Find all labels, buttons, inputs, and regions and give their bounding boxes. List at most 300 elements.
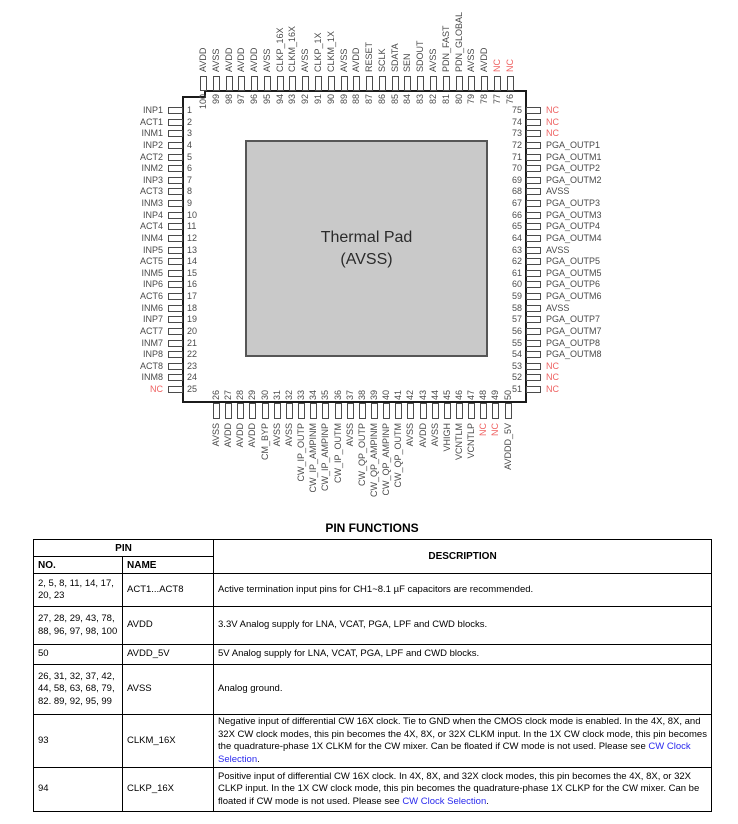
pin-label: NC [546, 128, 559, 139]
pin-label: INP8 [142, 349, 163, 360]
pin-number: 50 [502, 389, 513, 400]
pin-number: 31 [271, 389, 282, 400]
pin-box [168, 165, 183, 172]
pin-label: ACT5 [139, 256, 163, 267]
pin-number: 3 [187, 128, 193, 139]
pin-box [444, 403, 451, 419]
pin-box [526, 270, 541, 277]
pin-box [383, 403, 390, 419]
pin-box [526, 130, 541, 137]
pin-label: INM5 [141, 267, 163, 278]
pin-label: PGA_OUTP4 [546, 221, 601, 232]
pin-number: 53 [511, 360, 522, 371]
pin-label: PGA_OUTM5 [546, 267, 602, 278]
pin-box [526, 316, 541, 323]
pin-label: AVDD [223, 423, 234, 448]
pin-number: 69 [511, 174, 522, 185]
pin-number: 75 [511, 105, 522, 115]
pin-label: AVSS [211, 423, 221, 447]
pin-number: 74 [511, 116, 522, 127]
pin-box [168, 107, 183, 114]
pin-box [213, 76, 220, 91]
pin-label: AVSS [271, 423, 282, 447]
pin-box [526, 154, 541, 161]
pin-number: 5 [187, 151, 193, 162]
pin-number: 23 [187, 360, 198, 371]
pin-label: AVDD [417, 423, 428, 448]
description-suffix: . [486, 795, 489, 807]
pin-label: AVSS [338, 48, 349, 72]
pin-box [432, 403, 439, 419]
pin-number: 79 [466, 94, 477, 105]
pin-label: NC [546, 384, 559, 395]
pin-box [526, 258, 541, 265]
pin-number: 94 [274, 94, 285, 105]
description-column-header: DESCRIPTION [214, 540, 712, 574]
pin-label: AVDD [351, 47, 362, 72]
pin-number: 2 [187, 116, 193, 127]
pin-label: CW_IP_AMPINP [320, 423, 331, 492]
pin-box [168, 328, 183, 335]
pin-box [200, 76, 207, 91]
description-text: Analog ground. [218, 683, 283, 695]
pin-label: AVDD [479, 47, 490, 72]
pin-number: 58 [511, 302, 522, 313]
pin-box [328, 76, 335, 91]
pin-label: PGA_OUTM7 [546, 325, 602, 336]
pin-box [407, 403, 414, 419]
pin-number: 70 [511, 163, 522, 174]
pin-box [526, 247, 541, 254]
pin-label: CW_QP_AMPINP [381, 423, 392, 496]
pin-box [526, 200, 541, 207]
pin-label: INP4 [142, 209, 163, 220]
table-row [34, 665, 712, 715]
pin-number: 80 [453, 94, 464, 105]
pin-box [310, 403, 317, 419]
no-column-header: NO. [34, 557, 123, 574]
pin-label: AVSS [546, 244, 570, 255]
pin-label: ACT2 [139, 151, 163, 162]
pin-number: 37 [344, 389, 355, 400]
pin-name-cell: AVDD_5V [123, 645, 214, 665]
pin-box [251, 76, 258, 91]
pin-box [456, 403, 463, 419]
pin-name-cell: ACT1...ACT8 [123, 574, 214, 607]
pin-label: AVSS [546, 302, 570, 313]
pin-box [302, 76, 309, 91]
table-row [34, 715, 712, 768]
pin-number: 97 [236, 94, 247, 105]
pin-box [168, 305, 183, 312]
pin-label: INP3 [142, 174, 163, 185]
pin-label: AVDD [249, 47, 260, 72]
pin-box [341, 76, 348, 91]
table-title: PIN FUNCTIONS [325, 521, 419, 535]
pin-label: VHIGH [441, 423, 452, 452]
pin-box [168, 351, 183, 358]
pin-number: 17 [187, 291, 198, 302]
pin-label: PGA_OUTP6 [546, 279, 601, 290]
pin-box [392, 76, 399, 91]
pin-label: CW_IP_OUTP [296, 423, 307, 482]
pin-label: NC [490, 423, 501, 436]
pin-box [238, 76, 245, 91]
pin-number: 49 [490, 389, 501, 400]
pin-box [168, 200, 183, 207]
pin-label: VCNTLP [466, 423, 477, 459]
pin-number: 87 [364, 94, 375, 105]
pin-box [168, 177, 183, 184]
pin-box [225, 403, 232, 419]
pin-box [168, 247, 183, 254]
pin-number: 27 [223, 389, 234, 400]
description-suffix: . [257, 753, 260, 765]
pin-number: 13 [187, 244, 198, 255]
pin-label: AVSS [428, 48, 439, 72]
pin-label: AVSS [283, 423, 294, 447]
pin-description-cell [214, 768, 712, 812]
pin-box [492, 403, 499, 419]
description-text: 3.3V Analog supply for LNA, VCAT, PGA, LPF and CWD blocks. [218, 619, 488, 631]
pin-number: 12 [187, 232, 198, 243]
pin-box [286, 403, 293, 419]
pin-number: 59 [511, 291, 522, 302]
pin-label: SCLK [376, 48, 387, 72]
pin-label: SDATA [389, 43, 400, 72]
pin-label: AVSS [546, 186, 570, 197]
pin-number: 38 [356, 389, 367, 400]
pin-number: 64 [511, 232, 522, 243]
pin-box [168, 142, 183, 149]
pin-box [430, 76, 437, 91]
pin-label: INM3 [141, 198, 163, 209]
pin-label: NC [478, 423, 489, 436]
pin-box [168, 188, 183, 195]
pin-label: INM4 [141, 232, 163, 243]
pin-number: 26 [211, 389, 221, 400]
pin-box [507, 76, 514, 91]
pin-number: 44 [429, 389, 440, 400]
pin-box [168, 374, 183, 381]
pin-box [443, 76, 450, 91]
pin-number: 20 [187, 325, 198, 336]
pin-label: SEN [402, 53, 413, 72]
pin-label: INP2 [142, 139, 163, 150]
pin-label: AVSS [405, 423, 416, 447]
cw-clock-selection-link[interactable]: CW Clock Selection [218, 741, 691, 765]
pin-number: 56 [511, 325, 522, 336]
pin-number: 15 [187, 267, 198, 278]
pin-number: 85 [389, 94, 400, 105]
pin-name-cell: AVSS [123, 665, 214, 715]
pin-number: 86 [376, 94, 387, 105]
thermal-pad-title: Thermal Pad [320, 228, 413, 246]
pin-number: 62 [511, 256, 522, 267]
pin-label: PGA_OUTM6 [546, 291, 602, 302]
pin-number: 82 [428, 94, 439, 105]
pin-box [526, 165, 541, 172]
pin-box [366, 76, 373, 91]
pin-box [494, 76, 501, 91]
pin-label: AVDD [247, 423, 258, 448]
pin-box [262, 403, 269, 419]
pin-label: INM6 [141, 302, 163, 313]
pin-number: 68 [511, 186, 522, 197]
pin-label: ACT7 [139, 325, 163, 336]
pin-label: AVSS [261, 48, 272, 72]
pin-description-cell [214, 607, 712, 645]
pin-box [526, 293, 541, 300]
pin-box [168, 363, 183, 370]
pin-number: 39 [368, 389, 379, 400]
pin-label: AVDD [223, 47, 234, 72]
pin-box [289, 76, 296, 91]
pin-label: INM7 [141, 337, 163, 348]
pin-box [168, 130, 183, 137]
pin-number: 66 [511, 209, 522, 220]
pin-box [335, 403, 342, 419]
pin-label: INM1 [141, 128, 163, 139]
pin-box [277, 76, 284, 91]
description-text: Positive input of differential CW 16X clock. In 4X, 8X, and 32X clock modes, this pin becomes the 4X, 8X, or 32X CLKP input. In the 1X CW clock mode, this pin becomes the quadrature-phase 1X CLKP for the CW mixer. Can be floated if CW mode is not used. Please see [218, 770, 700, 807]
pin-box [526, 386, 541, 393]
pin-box [315, 76, 322, 91]
pin-no-cell: 50 [34, 645, 123, 665]
pin-number: 11 [187, 221, 197, 232]
pin-number: 33 [296, 389, 307, 400]
pin-box [359, 403, 366, 419]
pin-number: 67 [511, 198, 522, 209]
pin-box [395, 403, 402, 419]
pin-box [526, 212, 541, 219]
pin-number: 14 [187, 256, 198, 267]
pin-no-cell: 2, 5, 8, 11, 14, 17, 20, 23 [34, 574, 123, 607]
pin-label: INP7 [142, 314, 163, 325]
pin-box [168, 119, 183, 126]
pin-box [526, 374, 541, 381]
pin-box [353, 76, 360, 91]
pin-number: 36 [332, 389, 343, 400]
pin-box [526, 235, 541, 242]
pin-number: 10 [187, 209, 198, 220]
pin-label: PGA_OUTP1 [546, 139, 601, 150]
pin-label: RESET [364, 41, 375, 72]
pin-box [168, 212, 183, 219]
pin-label: ACT1 [139, 116, 163, 127]
pin-box [526, 107, 541, 114]
pin-number: 9 [187, 198, 193, 209]
pin-box [168, 223, 183, 230]
pin-label: CW_IP_OUTM [332, 423, 343, 484]
pin-label: VCNTLM [454, 423, 464, 461]
pin-name-cell: AVDD [123, 607, 214, 645]
pin-label: SDOUT [415, 40, 426, 72]
pin-box [249, 403, 256, 419]
thermal-pad-subtitle: (AVSS) [340, 250, 393, 268]
pin-label: PGA_OUTM4 [546, 232, 602, 243]
pin-label: AVSS [344, 423, 355, 447]
pin-label: CLKM_1X [325, 30, 336, 72]
pin-box [417, 76, 424, 91]
pin-number: 76 [504, 94, 515, 105]
pin-number: 95 [261, 94, 272, 105]
name-column-header: NAME [123, 557, 214, 574]
pin-number: 7 [187, 174, 193, 185]
pin-box [526, 188, 541, 195]
pin-number: 43 [417, 389, 428, 400]
pin-label: CW_QP_OUTP [356, 423, 367, 487]
description-text: Negative input of differential CW 16X clock. Tie to GND when the CMOS clock mode is enabled. In the 4X, 8X, and 32X CW clock modes, this pin becomes the 4X, 8X, or 32X CLKM input. In the 1X CW clock mode, this pin becomes the quadrature-phase 1X CLKM for the CW mixer. Can be floated if CW mode is not used. Please see [218, 716, 707, 752]
pin-label: CLKP_1X [313, 32, 324, 72]
pin-no-cell: 27, 28, 29, 43, 78, 88, 96, 97, 98, 100 [34, 607, 123, 645]
pin-description-cell [214, 715, 712, 768]
pin-box [347, 403, 354, 419]
pin-label: NC [491, 59, 502, 72]
pin-column-group-header: PIN [34, 540, 214, 557]
pin-box [264, 76, 271, 91]
pin-label: NC [150, 384, 163, 395]
pin-box [505, 403, 512, 419]
pin-label: PGA_OUTP2 [546, 163, 601, 174]
pin-number: 57 [511, 314, 522, 325]
pin-box [379, 76, 386, 91]
pin-label: AVSS [429, 423, 440, 447]
pin-box [168, 270, 183, 277]
pin-number: 83 [415, 94, 426, 105]
pin-number: 47 [466, 389, 477, 400]
pin-number: 92 [300, 94, 311, 105]
pin-number: 96 [249, 94, 260, 105]
table-row [34, 574, 712, 607]
pin-number: 88 [351, 94, 362, 105]
pin-label: ACT6 [139, 291, 163, 302]
pin-number: 19 [187, 314, 198, 325]
pin-number: 71 [511, 151, 522, 162]
pin-box [526, 351, 541, 358]
pin-number: 78 [479, 94, 490, 105]
pin-description-cell [214, 665, 712, 715]
pin-number: 63 [511, 244, 522, 255]
pin-box [420, 403, 427, 419]
pin-label: NC [546, 372, 559, 383]
pin-number: 4 [187, 139, 193, 150]
pin-label: PGA_OUTP8 [546, 337, 601, 348]
pin-number: 100 [198, 94, 208, 110]
pin-label: INP6 [142, 279, 163, 290]
pin-number: 30 [259, 389, 270, 400]
pin-label: PGA_OUTM8 [546, 349, 602, 360]
pin-box [526, 142, 541, 149]
pin-label: ACT8 [139, 360, 163, 371]
pin-number: 45 [441, 389, 452, 400]
table-row [34, 645, 712, 665]
pin-box [404, 76, 411, 91]
pin-label: PDN_GLOBAL [453, 11, 464, 72]
pin-label: CW_QP_OUTM [393, 423, 404, 488]
pin-box [168, 386, 183, 393]
pin-description-cell [214, 574, 712, 607]
pin-box [371, 403, 378, 419]
pin-number: 29 [247, 389, 258, 400]
pin-label: PGA_OUTM1 [546, 151, 602, 162]
pin-label: AVDD [235, 423, 246, 448]
pin-label: NC [546, 105, 559, 115]
pin-label: AVSS [466, 48, 477, 72]
pin-number: 40 [381, 389, 392, 400]
pin-label: INP5 [142, 244, 163, 255]
pin-number: 25 [187, 384, 198, 395]
pin-number: 6 [187, 163, 193, 174]
pin-box [237, 403, 244, 419]
pin-box [526, 363, 541, 370]
pin-label: AVDDD_5V [502, 423, 513, 470]
pin-number: 1 [187, 105, 193, 115]
pin-box [526, 328, 541, 335]
pin-number: 84 [402, 94, 413, 105]
pin-label: PGA_OUTP5 [546, 256, 601, 267]
pin-no-cell: 94 [34, 768, 123, 812]
pin-description-cell [214, 645, 712, 665]
pin-label: INP1 [142, 105, 163, 115]
pin-box [526, 119, 541, 126]
pin-number: 24 [187, 372, 198, 383]
table-row [34, 768, 712, 812]
pin-label: PGA_OUTM3 [546, 209, 602, 220]
pin-label: ACT3 [139, 186, 163, 197]
pin-number: 90 [325, 94, 336, 105]
pin-number: 55 [511, 337, 522, 348]
pin-number: 22 [187, 349, 198, 360]
pin-number: 77 [491, 94, 502, 105]
pin-number: 54 [511, 349, 522, 360]
pin-functions-table [33, 539, 712, 812]
pin-label: AVSS [300, 48, 311, 72]
pin-number: 48 [478, 389, 489, 400]
pin-number: 52 [511, 372, 522, 383]
pin-box [274, 403, 281, 419]
pin-label: PGA_OUTP7 [546, 314, 601, 325]
pin-box [168, 293, 183, 300]
pin-number: 73 [511, 128, 522, 139]
pin-label: AVSS [210, 48, 221, 72]
table-row [34, 607, 712, 645]
pin-box [298, 403, 305, 419]
pin-number: 51 [511, 384, 522, 395]
description-text: 5V Analog supply for LNA, VCAT, PGA, LPF and CWD blocks. [218, 648, 480, 660]
pin-number: 34 [308, 389, 319, 400]
pin-number: 81 [440, 94, 451, 105]
pin-box [526, 223, 541, 230]
pin-no-cell: 93 [34, 715, 123, 768]
pin-box [168, 154, 183, 161]
pin-number: 32 [283, 389, 294, 400]
pin-label: NC [546, 360, 559, 371]
pin-number: 18 [187, 302, 198, 313]
pin-number: 91 [313, 94, 324, 105]
pin-number: 16 [187, 279, 198, 290]
pin-number: 41 [393, 389, 404, 400]
description-text: Active termination input pins for CH1~8.1 µF capacitors are recommended. [218, 583, 534, 595]
cw-clock-selection-link[interactable]: CW Clock Selection [402, 795, 487, 807]
pin-label: NC [546, 116, 559, 127]
pin-box [456, 76, 463, 91]
thermal-pad [245, 140, 488, 357]
pin-name-cell: CLKP_16X [123, 768, 214, 812]
pin-number: 28 [235, 389, 246, 400]
pin-box [468, 76, 475, 91]
pin-box [226, 76, 233, 91]
